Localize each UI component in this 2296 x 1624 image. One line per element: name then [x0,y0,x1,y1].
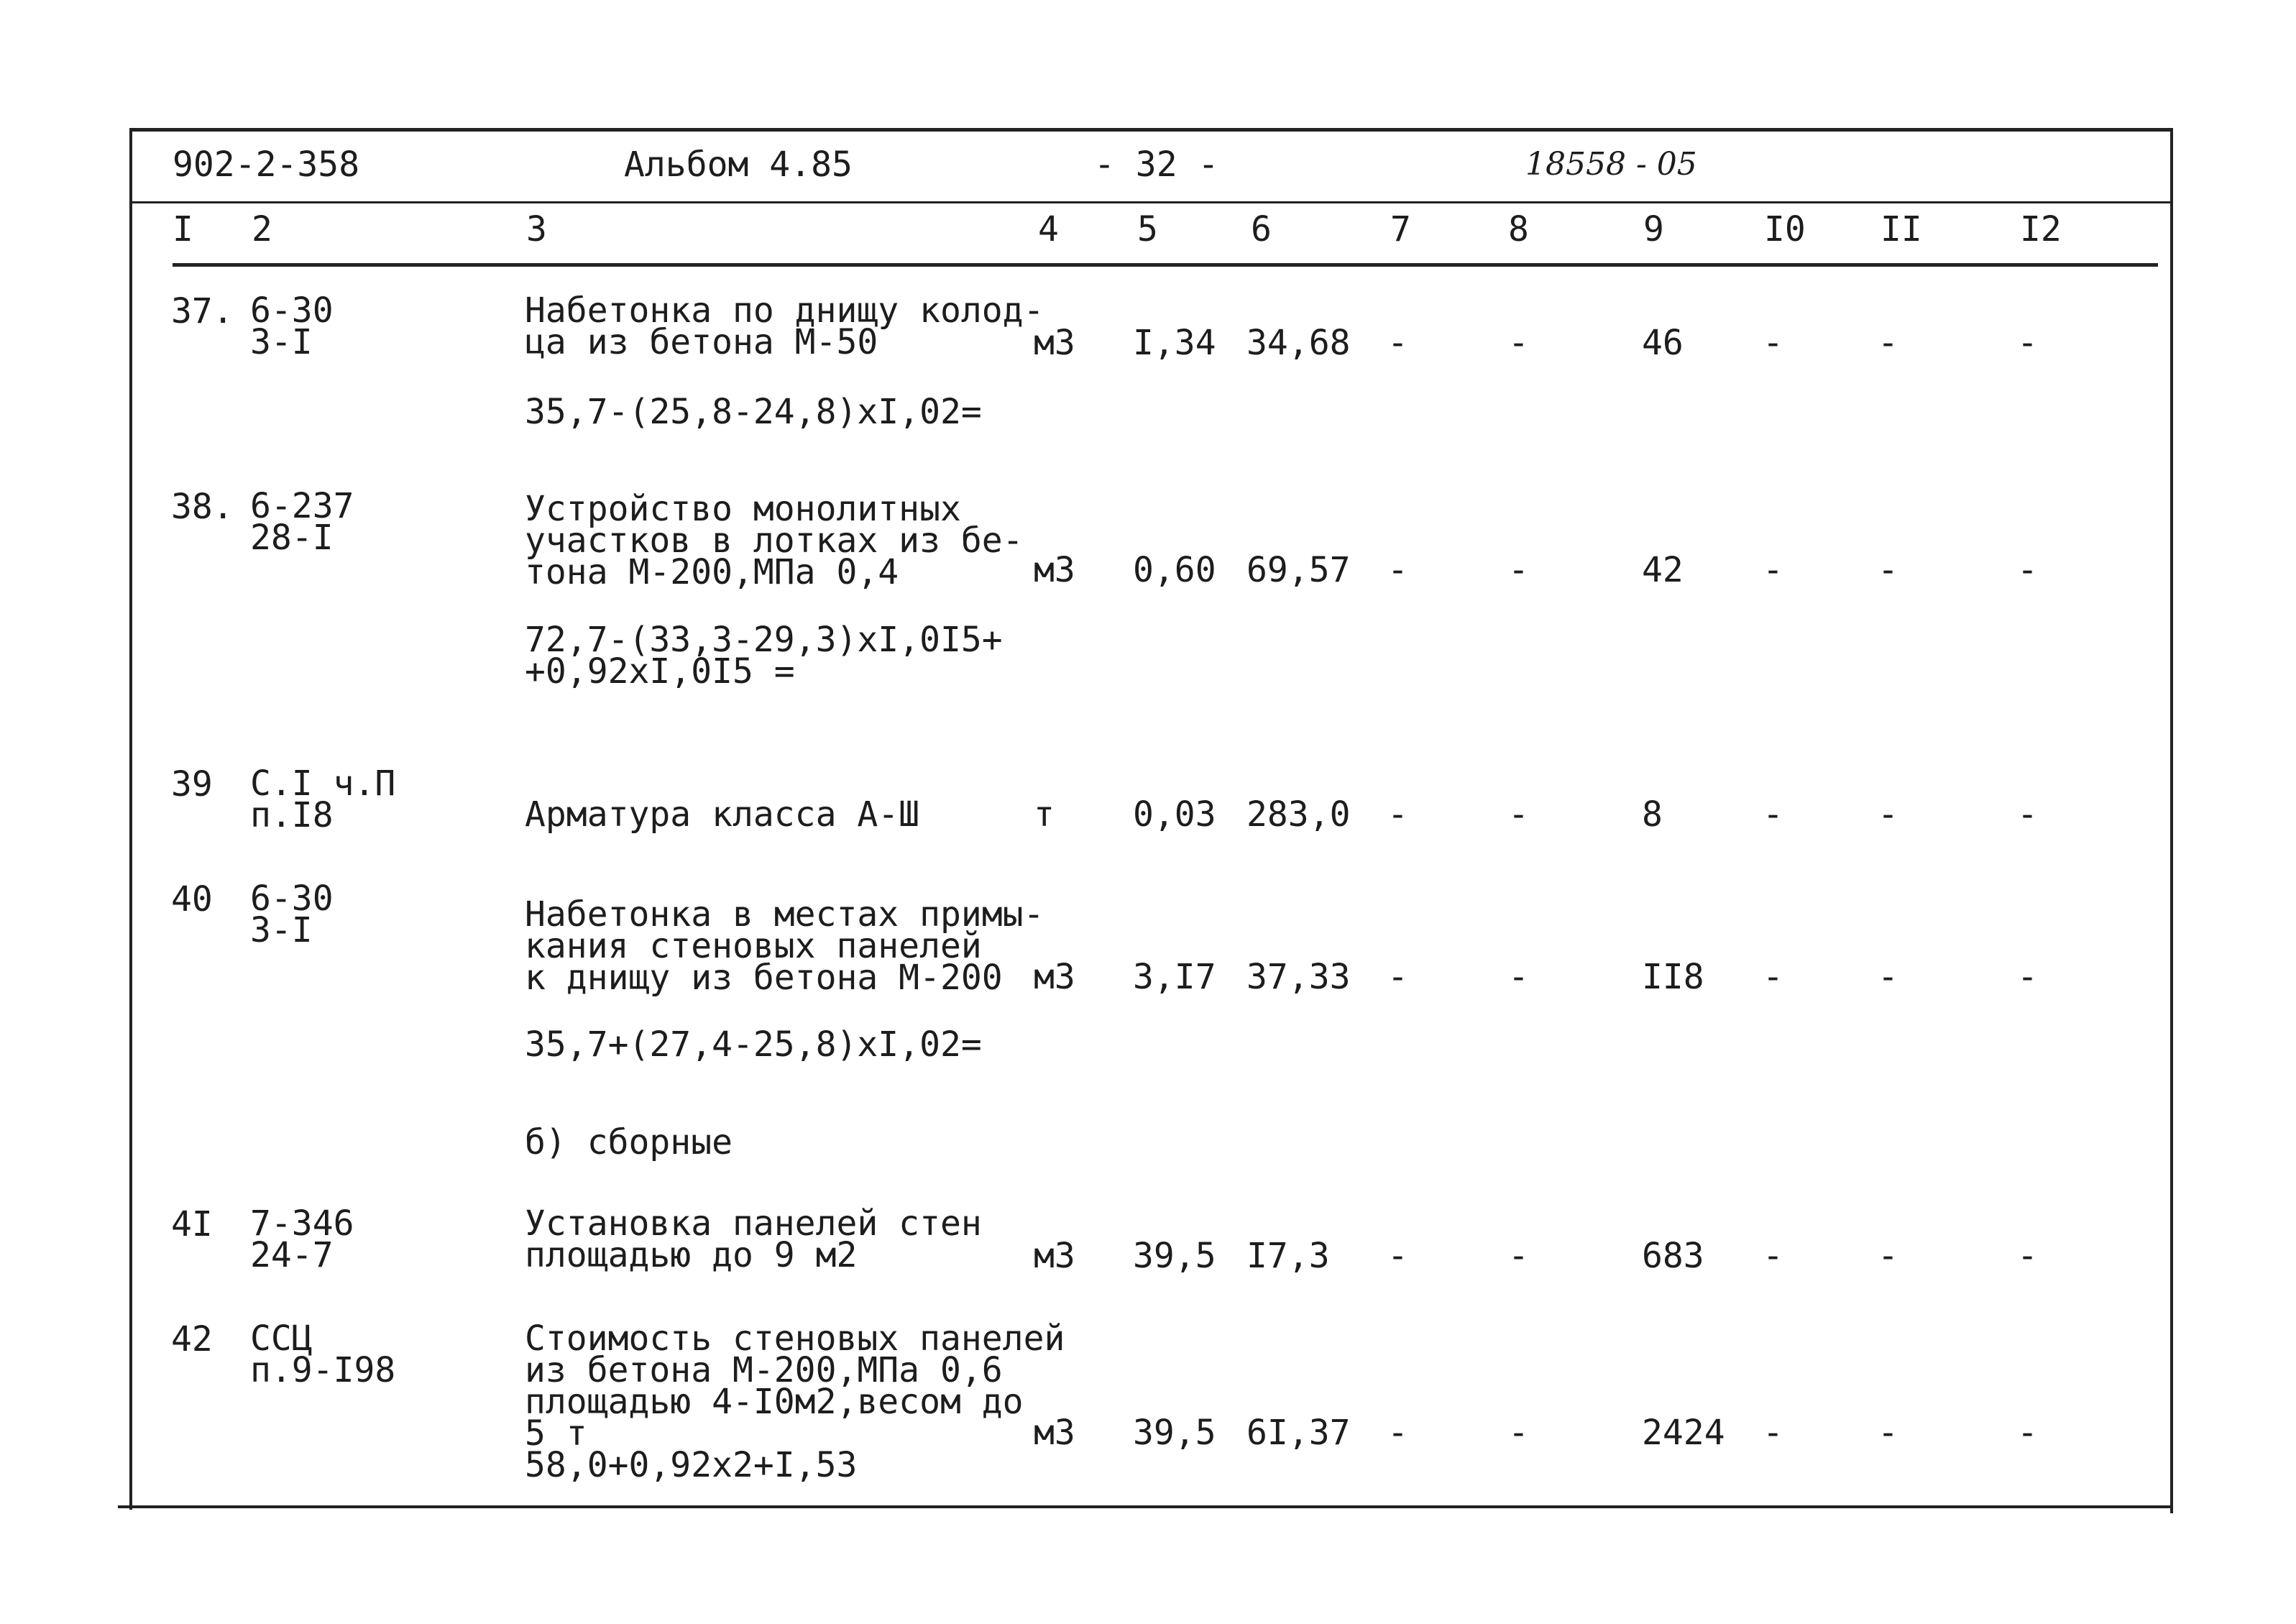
cell-col8: - [1508,550,1529,590]
cell-col7: - [1387,1236,1408,1276]
unit: м3 [1034,323,1075,363]
total-cost: 42 [1642,550,1684,590]
cell-col10: - [1763,323,1783,363]
cell-col12: - [2017,323,2038,363]
cell-col11: - [1878,550,1898,590]
total-cost: 683 [1642,1236,1704,1276]
quantity: 39,5 [1133,1236,1216,1276]
frame-right-border [2170,128,2173,1513]
cell-col11: - [1878,957,1898,997]
total-cost: 8 [1642,794,1663,835]
total-cost: II8 [1642,957,1704,997]
work-description: Набетонка в местах примы- кания стеновых панелей к днищу из бетона М-200 [525,894,1044,998]
work-description: Набетонка по днищу колод- ца из бетона М-50 [525,290,1044,362]
work-description: Арматура класса А-Ш [525,794,920,835]
cell-col11: - [1878,1236,1898,1276]
norm-code: 7-346 24-7 [250,1203,354,1275]
column-number: II [1881,209,1922,249]
cell-col7: - [1387,957,1408,997]
unit: м3 [1034,550,1075,590]
norm-code: 6-30 3-I [250,290,334,362]
cell-col8: - [1508,957,1529,997]
unit-price: 37,33 [1246,957,1351,997]
cell-col12: - [2017,794,2038,835]
cell-col10: - [1763,550,1783,590]
row-number: 42 [171,1319,213,1359]
row-number: 4I [171,1204,213,1244]
cell-col7: - [1387,1413,1408,1453]
cell-col12: - [2017,957,2038,997]
quantity: 0,03 [1133,794,1216,835]
column-number: 2 [252,209,272,249]
cell-col7: - [1387,323,1408,363]
cell-col8: - [1508,323,1529,363]
work-description: Установка панелей стен площадью до 9 м2 [525,1203,982,1275]
column-number: I0 [1764,209,1806,249]
row-number: 37. [171,291,234,331]
cell-col8: - [1508,794,1529,835]
cell-col7: - [1387,550,1408,590]
frame-bottom-border [118,1505,2172,1508]
column-number: 3 [526,209,547,249]
page-number: - 32 - [1094,144,1219,185]
cell-col10: - [1763,1413,1783,1453]
quantity: I,34 [1133,323,1216,363]
column-number: 4 [1038,209,1059,249]
cell-col12: - [2017,1236,2038,1276]
column-number: I [173,209,193,249]
header-divider [131,201,2172,203]
project-code: 902-2-358 [173,144,360,185]
album-label: Альбом 4.85 [624,144,853,185]
cell-col12: - [2017,1413,2038,1453]
total-cost: 2424 [1642,1413,1725,1453]
cell-col10: - [1763,1236,1783,1276]
column-number: I2 [2020,209,2062,249]
unit-price: 6I,37 [1246,1413,1351,1453]
norm-code: ССЦ п.9-I98 [250,1318,396,1390]
cell-col7: - [1387,794,1408,835]
norm-code: 6-237 28-I [250,486,354,558]
column-header-divider [173,263,2158,267]
calculation: 72,7-(33,3-29,3)xI,0I5+ +0,92xI,0I5 = [525,620,1003,692]
row-number: 40 [171,879,213,919]
unit-price: I7,3 [1246,1236,1330,1276]
column-number: 9 [1643,209,1664,249]
section-heading: б) сборные [525,1122,733,1162]
column-number: 6 [1251,209,1272,249]
quantity: 39,5 [1133,1413,1216,1453]
quantity: 0,60 [1133,550,1216,590]
calculation: 35,7+(27,4-25,8)xI,02= [525,1024,982,1065]
calculation: 35,7-(25,8-24,8)xI,02= [525,392,982,432]
unit: м3 [1034,1236,1075,1276]
document-number: 18558 - 05 [1525,146,1697,183]
frame-left-border [129,128,132,1510]
cell-col8: - [1508,1236,1529,1276]
column-number: 5 [1137,209,1158,249]
work-description: Стоимость стеновых панелей из бетона М-200,МПа 0,6 площадью 4-I0м2,весом до 5 т 58,0+0,92x2+I,53 [525,1318,1065,1485]
row-number: 39 [171,764,213,804]
cell-col11: - [1878,323,1898,363]
cell-col10: - [1763,794,1783,835]
quantity: 3,I7 [1133,957,1216,997]
row-number: 38. [171,487,234,527]
unit-price: 34,68 [1246,323,1351,363]
cell-col11: - [1878,1413,1898,1453]
unit-price: 283,0 [1246,794,1351,835]
total-cost: 46 [1642,323,1684,363]
cell-col12: - [2017,550,2038,590]
cell-col11: - [1878,794,1898,835]
unit: м3 [1034,957,1075,997]
norm-code: С.I ч.П п.I8 [250,763,396,835]
frame-top-border [131,128,2172,132]
unit: т [1034,794,1055,835]
unit-price: 69,57 [1246,550,1351,590]
unit: м3 [1034,1413,1075,1453]
column-number: 7 [1390,209,1411,249]
cell-col8: - [1508,1413,1529,1453]
column-number: 8 [1508,209,1529,249]
norm-code: 6-30 3-I [250,878,334,950]
cell-col10: - [1763,957,1783,997]
work-description: Устройство монолитных участков в лотках из бе- тона М-200,МПа 0,4 [525,489,1024,592]
